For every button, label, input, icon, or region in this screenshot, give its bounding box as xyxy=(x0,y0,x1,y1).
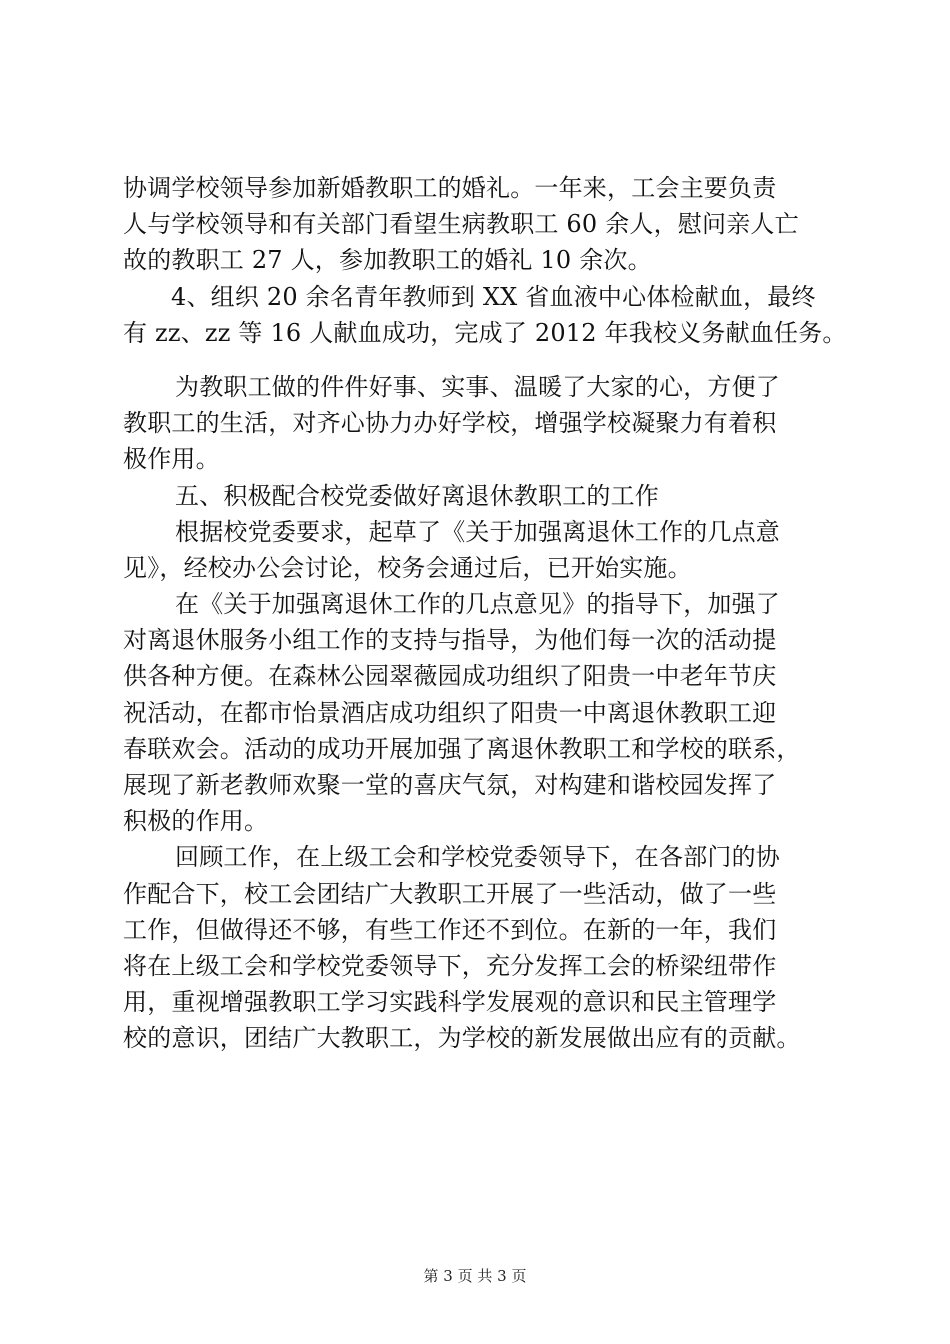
text-line: 用，重视增强教职工学习实践科学发展观的意识和民主管理学 xyxy=(123,988,777,1017)
text-line: 有 zz、zz 等 16 人献血成功，完成了 2012 年我校义务献血任务。 xyxy=(123,318,847,347)
paragraph-summary-warmth xyxy=(123,369,843,478)
section-heading-retirees xyxy=(123,478,843,514)
text-line: 积极的作用。 xyxy=(123,807,269,836)
document-body xyxy=(123,170,847,1057)
text-line: 协调学校领导参加新婚教职工的婚礼。一年来，工会主要负责 xyxy=(123,174,777,202)
text-line: 工作，但做得还不够，有些工作还不到位。在新的一年，我们 xyxy=(123,915,777,944)
paragraph-retiree-activities xyxy=(123,586,843,839)
paragraph-wedding-visits xyxy=(123,170,843,279)
paragraph-draft-opinions xyxy=(123,514,843,586)
text-line: 见》，经校办公会讨论，校务会通过后，已开始实施。 xyxy=(123,553,692,582)
page-number-label: 第 3 页 共 3 页 xyxy=(423,1267,527,1285)
text-line: 将在上级工会和学校党委领导下，充分发挥工会的桥梁纽带作 xyxy=(123,951,777,980)
paragraph-blood-donation xyxy=(123,279,847,351)
text-line: 教职工的生活，对齐心协力办好学校，增强学校凝聚力有着积 xyxy=(123,409,777,438)
paragraph-spacer xyxy=(123,351,843,369)
paragraph-review-conclusion xyxy=(123,839,843,1056)
text-line: 展现了新老教师欢聚一堂的喜庆气氛，对构建和谐校园发挥了 xyxy=(123,771,777,799)
text-line: 供各种方便。在森林公园翠薇园成功组织了阳贵一中老年节庆 xyxy=(123,662,777,691)
section-heading: 五、积极配合校党委做好离退休教职工的工作 xyxy=(175,481,659,510)
text-line: 春联欢会。活动的成功开展加强了离退休教职工和学校的联系， xyxy=(123,734,801,763)
text-line: 作配合下，校工会团结广大教职工开展了一些活动，做了一些 xyxy=(123,879,777,908)
text-line: 人与学校领导和有关部门看望生病教职工 60 余人，慰问亲人亡 xyxy=(123,210,799,239)
page-footer xyxy=(0,1265,950,1286)
text-line: 校的意识，团结广大教职工，为学校的新发展做出应有的贡献。 xyxy=(123,1024,801,1053)
text-line: 回顾工作，在上级工会和学校党委领导下，在各部门的协 xyxy=(175,843,780,872)
text-line: 故的教职工 27 人，参加教职工的婚礼 10 余次。 xyxy=(123,246,652,275)
text-line: 4、组织 20 余名青年教师到 XX 省血液中心体检献血，最终 xyxy=(171,282,816,311)
text-line: 极作用。 xyxy=(123,445,220,474)
text-line: 对离退休服务小组工作的支持与指导，为他们每一次的活动提 xyxy=(123,626,777,655)
text-line: 为教职工做的件件好事、实事、温暖了大家的心，方便了 xyxy=(175,372,780,401)
text-line: 根据校党委要求，起草了《关于加强离退休工作的几点意 xyxy=(175,517,780,546)
text-line: 在《关于加强离退休工作的几点意见》的指导下，加强了 xyxy=(175,590,780,619)
text-line: 祝活动，在都市怡景酒店成功组织了阳贵一中离退休教职工迎 xyxy=(123,698,777,727)
